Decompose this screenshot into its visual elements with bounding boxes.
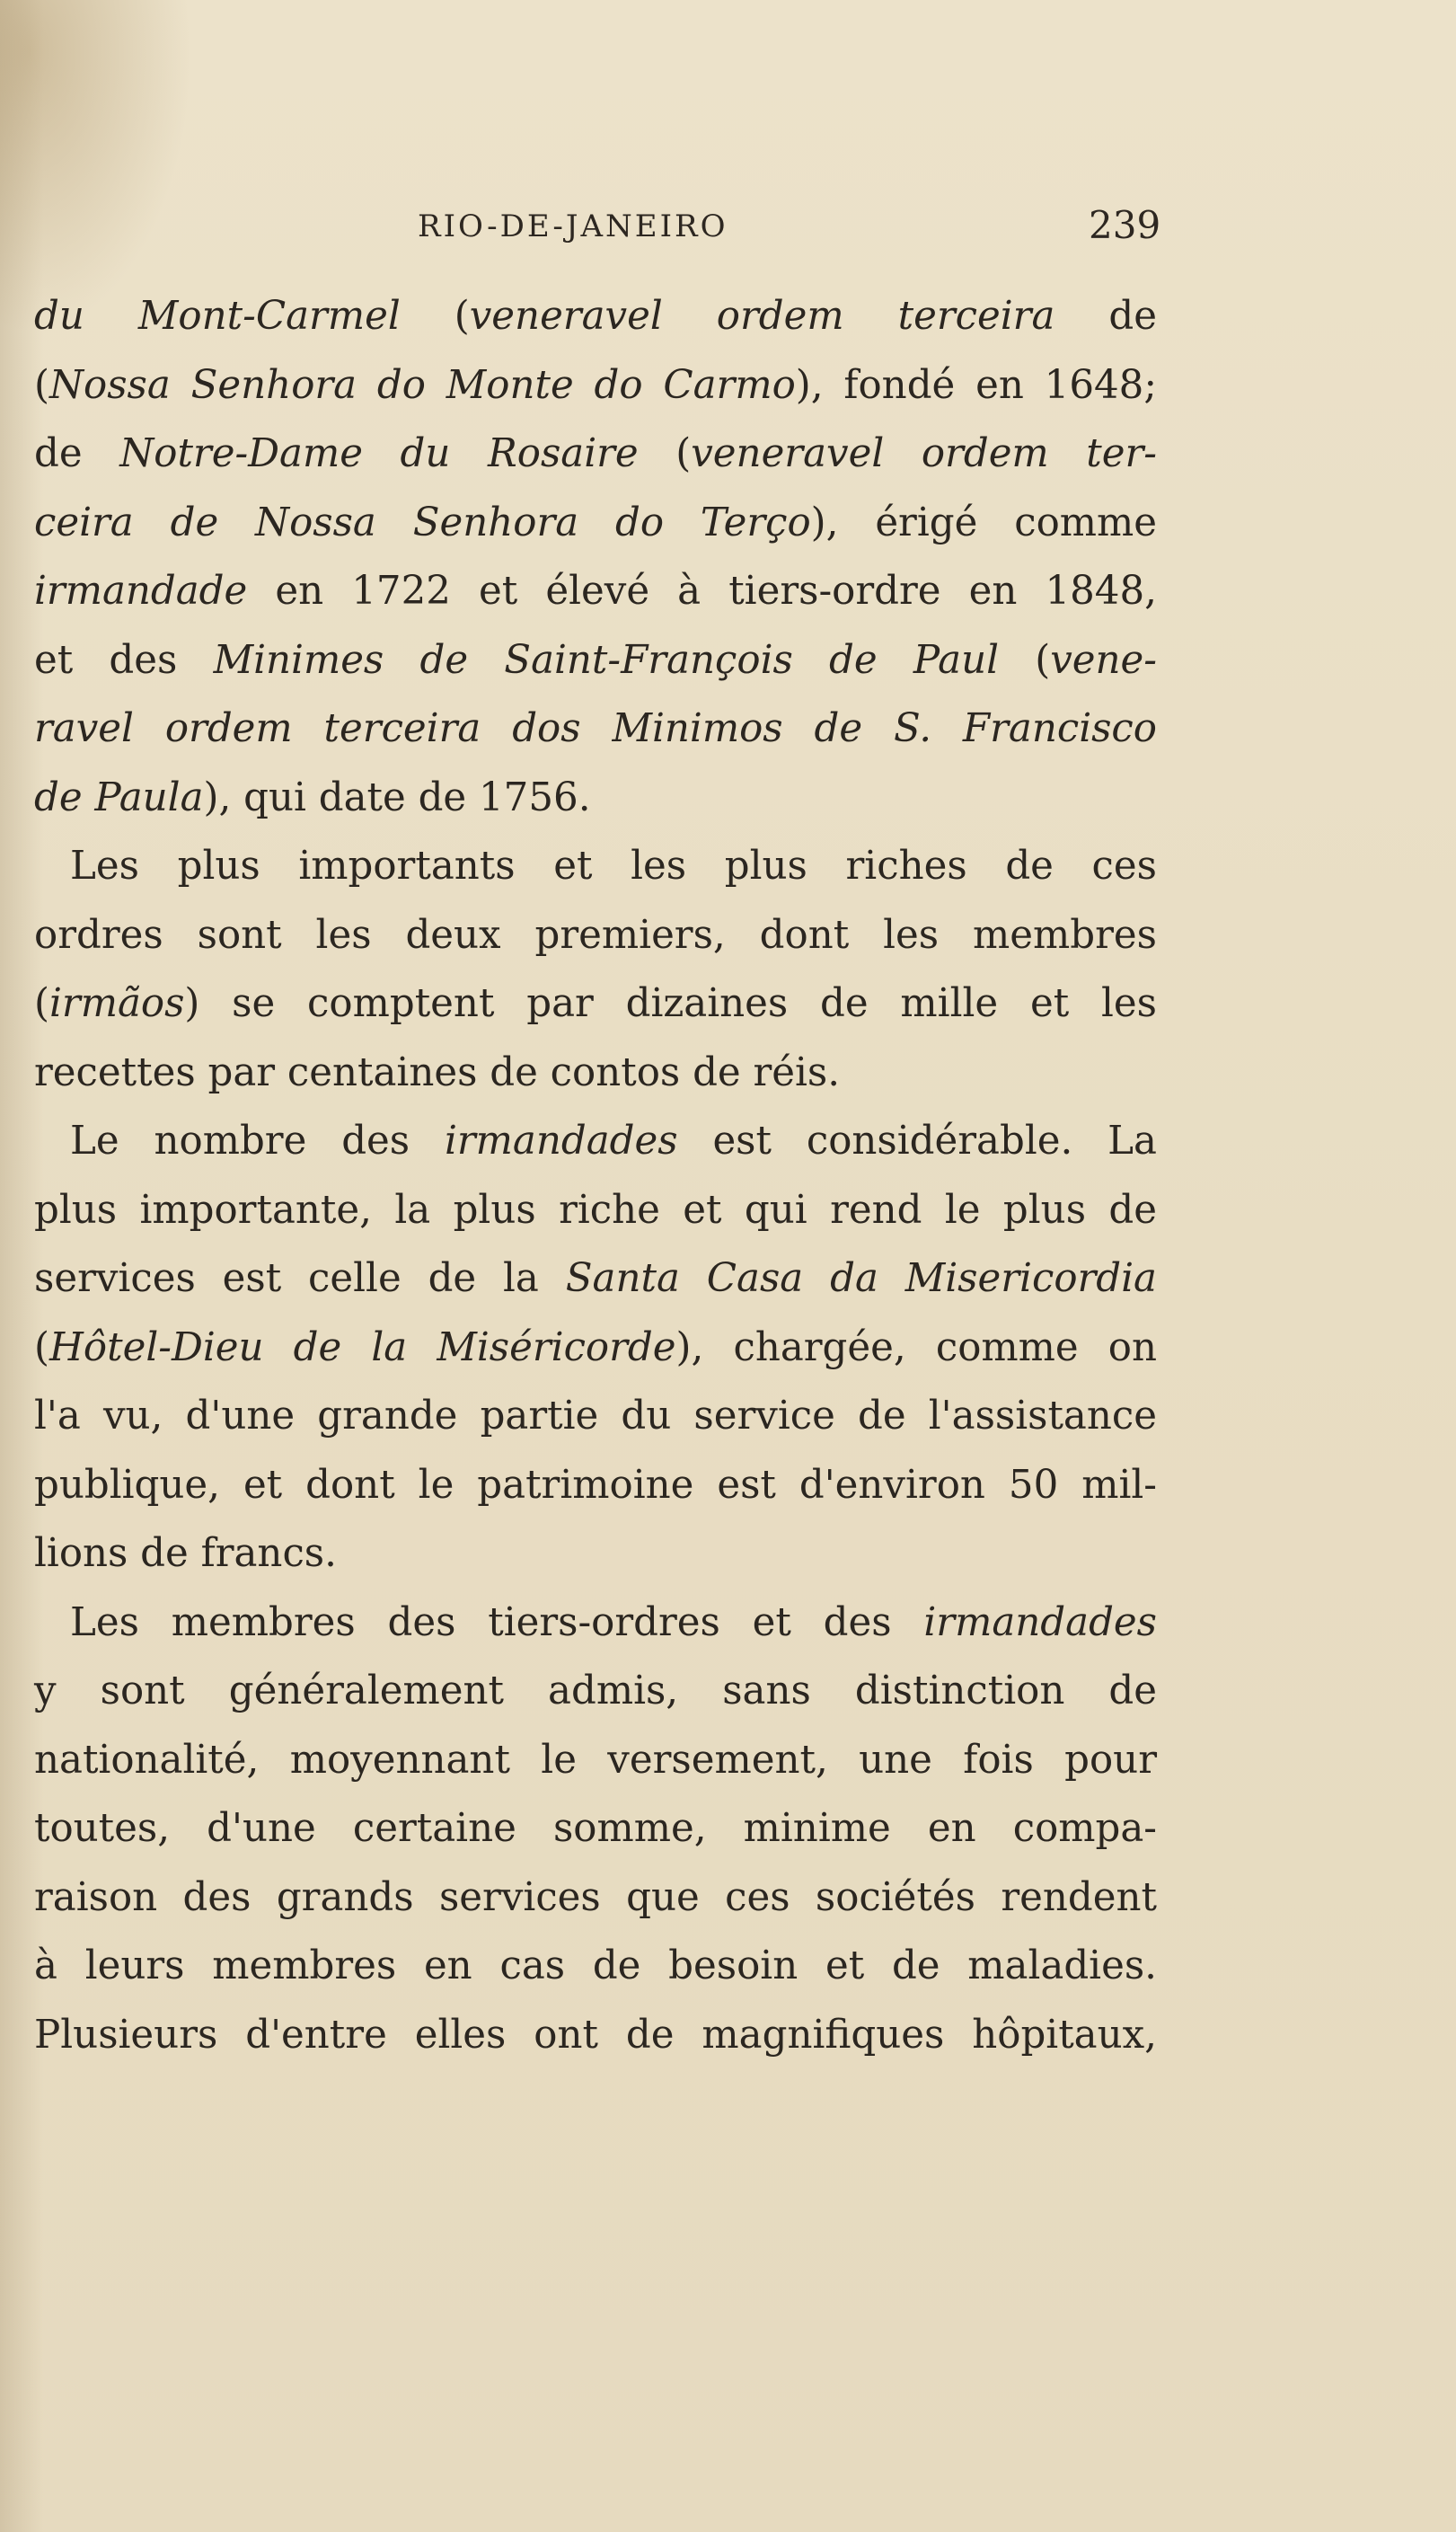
italic-text: irmandade bbox=[34, 569, 248, 614]
text-segment: ( bbox=[999, 637, 1051, 683]
italic-text: de Paula bbox=[34, 775, 204, 820]
italic-text: veneravel ordem ter- bbox=[691, 431, 1157, 476]
italic-text: Nossa Senhora do Monte do Carmo bbox=[49, 362, 796, 408]
text-segment: à leurs membres en cas de besoin et de maladies. bbox=[34, 1943, 1157, 1988]
text-segment: Plusieurs d'entre elles ont de magnifiques hôpitaux, bbox=[34, 2012, 1157, 2058]
text-segment: Les plus importants et les plus riches de ces bbox=[70, 844, 1157, 889]
text-line bbox=[34, 1244, 1157, 1314]
italic-text: ceira de Nossa Senhora do Terço bbox=[34, 500, 811, 545]
text-line bbox=[34, 695, 1157, 764]
italic-text: Hôtel-Dieu de la Miséricorde bbox=[49, 1324, 676, 1370]
italic-text: Minimes de Saint-François de Paul bbox=[213, 637, 1000, 683]
text-segment: en 1722 et élevé à tiers-ordre en 1848, bbox=[247, 569, 1157, 614]
italic-text: veneravel ordem terceira bbox=[469, 294, 1055, 339]
text-line bbox=[34, 1314, 1157, 1383]
text-segment: raison des grands services que ces sociétés rendent bbox=[34, 1874, 1157, 1920]
text-segment: ), érigé comme bbox=[810, 500, 1157, 545]
text-segment: ), chargée, comme on bbox=[675, 1324, 1157, 1370]
text-segment: ( bbox=[34, 1324, 49, 1370]
text-segment: publique, et dont le patrimoine est d'environ 50 mil- bbox=[34, 1462, 1157, 1508]
text-segment: ) se comptent par dizaines de mille et les bbox=[184, 981, 1157, 1026]
text-line bbox=[34, 1382, 1157, 1451]
text-segment: ( bbox=[638, 431, 692, 476]
text-line bbox=[34, 489, 1157, 558]
italic-text: Notre-Dame du Rosaire bbox=[119, 431, 639, 476]
text-line bbox=[34, 1864, 1157, 1933]
text-segment: ( bbox=[34, 981, 49, 1026]
text-line bbox=[34, 1519, 1157, 1589]
page-number: 239 bbox=[1089, 203, 1161, 247]
text-line bbox=[34, 1589, 1157, 1658]
text-line bbox=[34, 1107, 1157, 1176]
text-segment: l'a vu, d'une grande partie du service de l'assistance bbox=[34, 1394, 1157, 1439]
text-line bbox=[34, 969, 1157, 1039]
italic-text: vene- bbox=[1050, 637, 1157, 683]
text-line bbox=[34, 1451, 1157, 1520]
text-line bbox=[34, 626, 1157, 695]
text-line bbox=[34, 282, 1157, 351]
text-line bbox=[34, 1039, 1157, 1108]
text-segment: et des bbox=[34, 637, 214, 683]
text-segment: ordres sont les deux premiers, dont les membres bbox=[34, 912, 1157, 958]
italic-text: Santa Casa da Misericordia bbox=[565, 1256, 1157, 1301]
text-segment: Les membres des tiers-ordres et des bbox=[70, 1599, 924, 1645]
text-line bbox=[34, 1657, 1157, 1726]
text-segment: ), fondé en 1648; bbox=[795, 362, 1158, 408]
running-head: RIO-DE-JANEIRO bbox=[418, 208, 728, 244]
italic-text: irmandades bbox=[923, 1599, 1157, 1645]
text-segment: plus importante, la plus riche et qui rend le plus de bbox=[34, 1187, 1157, 1233]
text-line bbox=[34, 901, 1157, 970]
text-segment: de bbox=[34, 431, 120, 476]
text-segment: lions de francs. bbox=[34, 1531, 337, 1576]
text-line bbox=[34, 764, 1157, 833]
italic-text: du bbox=[34, 294, 138, 339]
body-text bbox=[34, 282, 1157, 2069]
text-segment: toutes, d'une certaine somme, minime en compa- bbox=[34, 1806, 1157, 1851]
italic-text: Mont-Carmel bbox=[137, 294, 401, 339]
text-line bbox=[34, 1794, 1157, 1864]
text-line bbox=[34, 2001, 1157, 2070]
text-line bbox=[34, 1176, 1157, 1245]
text-segment: ( bbox=[34, 362, 49, 408]
text-line bbox=[34, 557, 1157, 626]
text-segment: ), qui date de 1756. bbox=[203, 775, 591, 820]
italic-text: irmãos bbox=[49, 981, 185, 1026]
italic-text: irmandades bbox=[444, 1119, 678, 1164]
text-line bbox=[34, 1932, 1157, 2001]
italic-text: ravel ordem terceira dos Minimos de S. Francisco bbox=[34, 706, 1157, 751]
text-line bbox=[34, 1726, 1157, 1795]
text-segment: services est celle de la bbox=[34, 1256, 566, 1301]
text-segment: nationalité, moyennant le versement, une fois pour bbox=[34, 1737, 1157, 1783]
text-segment: recettes par centaines de contos de réis. bbox=[34, 1049, 841, 1095]
text-line bbox=[34, 420, 1157, 489]
text-segment: est considérable. La bbox=[677, 1119, 1157, 1164]
text-line bbox=[34, 351, 1157, 421]
text-segment: y sont généralement admis, sans distinction de bbox=[34, 1669, 1157, 1713]
text-segment: ( bbox=[400, 294, 470, 339]
text-segment: de bbox=[1054, 294, 1157, 339]
text-segment: Le nombre des bbox=[70, 1119, 445, 1164]
text-line bbox=[34, 832, 1157, 901]
